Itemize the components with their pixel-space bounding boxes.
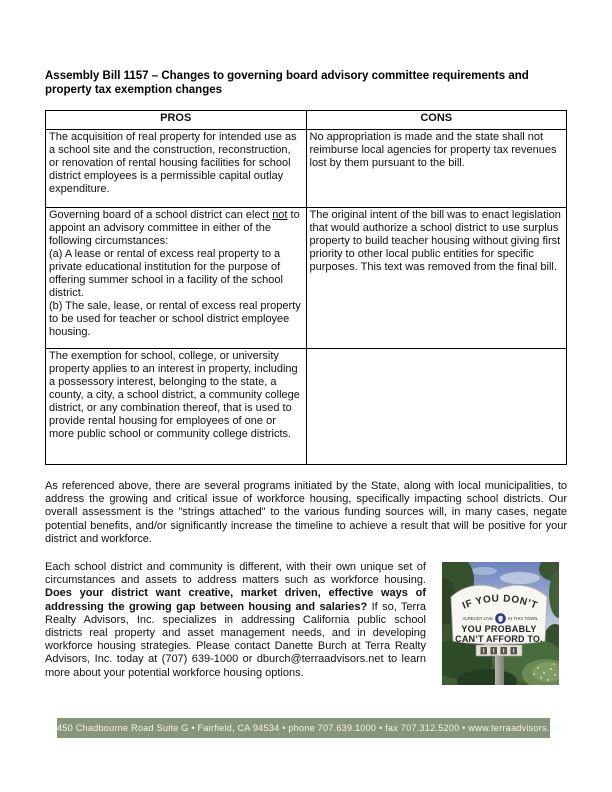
page-content — [45, 70, 567, 687]
cons-cell-original-intent: The original intent of the bill was to enact legislation that would authorize a school district to use surplus property to build teacher housing without giving first priority to other local public entities for specific purposes. This text was removed from the final bill. — [306, 208, 567, 349]
cons-column-header: CONS — [306, 111, 567, 130]
marketing-section — [45, 561, 567, 680]
footer-bar — [57, 718, 563, 738]
pros-row2-lead: Governing board of a school district can elect — [49, 209, 273, 221]
sign-line3: YOU PROBABLY — [461, 624, 537, 635]
table-header-row — [46, 111, 567, 130]
footer-contact-text: 450 Chadbourne Road Suite G • Fairfield, CA 94534 • phone 707.639.1000 • fax 707.312.5200 • www.terraadvisors.net — [57, 723, 563, 733]
town-sign-photo — [442, 562, 559, 685]
marketing-bold-question: Does your district want creative, market driven, effective ways of addressing the growing gap between housing and salaries? — [45, 587, 426, 613]
pros-row2-after: to appoint an advisory committee in either of the following circumstances: — [49, 209, 300, 247]
pros-cons-table — [45, 110, 567, 465]
pros-cell-advisory-committee — [46, 208, 307, 349]
marketing-after: If so, Terra Realty Advisors, Inc. specializes in addressing California public school districts real property and asset management needs, and in developing workforce housing strategies. Please contact Danette Burch at Terra Realty Advisors, Inc. today at (707) 639-1000 or dburch@terraadvisors.net to learn more about your potential workforce housing options. — [45, 600, 426, 679]
cons-cell-no-appropriation: No appropriation is made and the state shall not reimburse local agencies for property tax revenues lost by them pursuant to the bill. — [306, 130, 567, 208]
sign-line2-left: ALREADY LIVE — [462, 616, 493, 622]
assessment-paragraph: As referenced above, there are several programs initiated by the State, along with local municipalities, to address the growing and critical issue of workforce housing, specifically impacting school districts. Our overall assessment is the "strings attached" to the various funding sources will, in many cases, negate potential benefits, and/or significantly increase the timeline to achieve a result that will be positive for your district and workforce. — [45, 480, 567, 545]
document-title: Assembly Bill 1157 – Changes to governing board advisory committee requirements and property tax exemption changes — [45, 70, 529, 96]
sign-line1: IF YOU DON’T — [460, 593, 540, 612]
pros-cell-exemption: The exemption for school, college, or university property applies to an interest in property, including a possessory interest, belonging to the state, a county, a city, a school district, a community college district, or any combination thereof, that is used to provide rental housing for employees of one or more public school or community college districts. — [46, 349, 307, 465]
pros-column-header: PROS — [46, 111, 307, 130]
pros-cell-capital-outlay: The acquisition of real property for intended use as a school site and the construction, reconstruction, or renovation of rental housing facilities for school district employees is a permissible capital outlay expenditure. — [46, 130, 307, 208]
cons-cell-empty — [306, 349, 567, 465]
pros-row2-item-b: (b) The sale, lease, or rental of excess real property to be used for teacher or school district employee housing. — [49, 300, 301, 338]
sign-number-plaque — [476, 645, 522, 656]
sign-line4: CAN’T AFFORD TO. — [455, 634, 543, 645]
table-row — [46, 208, 567, 349]
table-row — [46, 130, 567, 208]
town-seal-icon — [496, 614, 506, 624]
pros-row2-underlined-not: not — [272, 209, 288, 221]
marketing-lead: Each school district and community is different, with their own unique set of circumstances and assets to address matters such as workforce housing. — [45, 561, 426, 587]
pros-row2-item-a: (a) A lease or rental of excess real property to a private educational institution for the purpose of offering summer school in a facility of the school district. — [49, 248, 283, 299]
table-row — [46, 349, 567, 465]
sign-post — [495, 655, 504, 685]
sign-line2-right: IN THIS TOWN, — [508, 616, 539, 622]
